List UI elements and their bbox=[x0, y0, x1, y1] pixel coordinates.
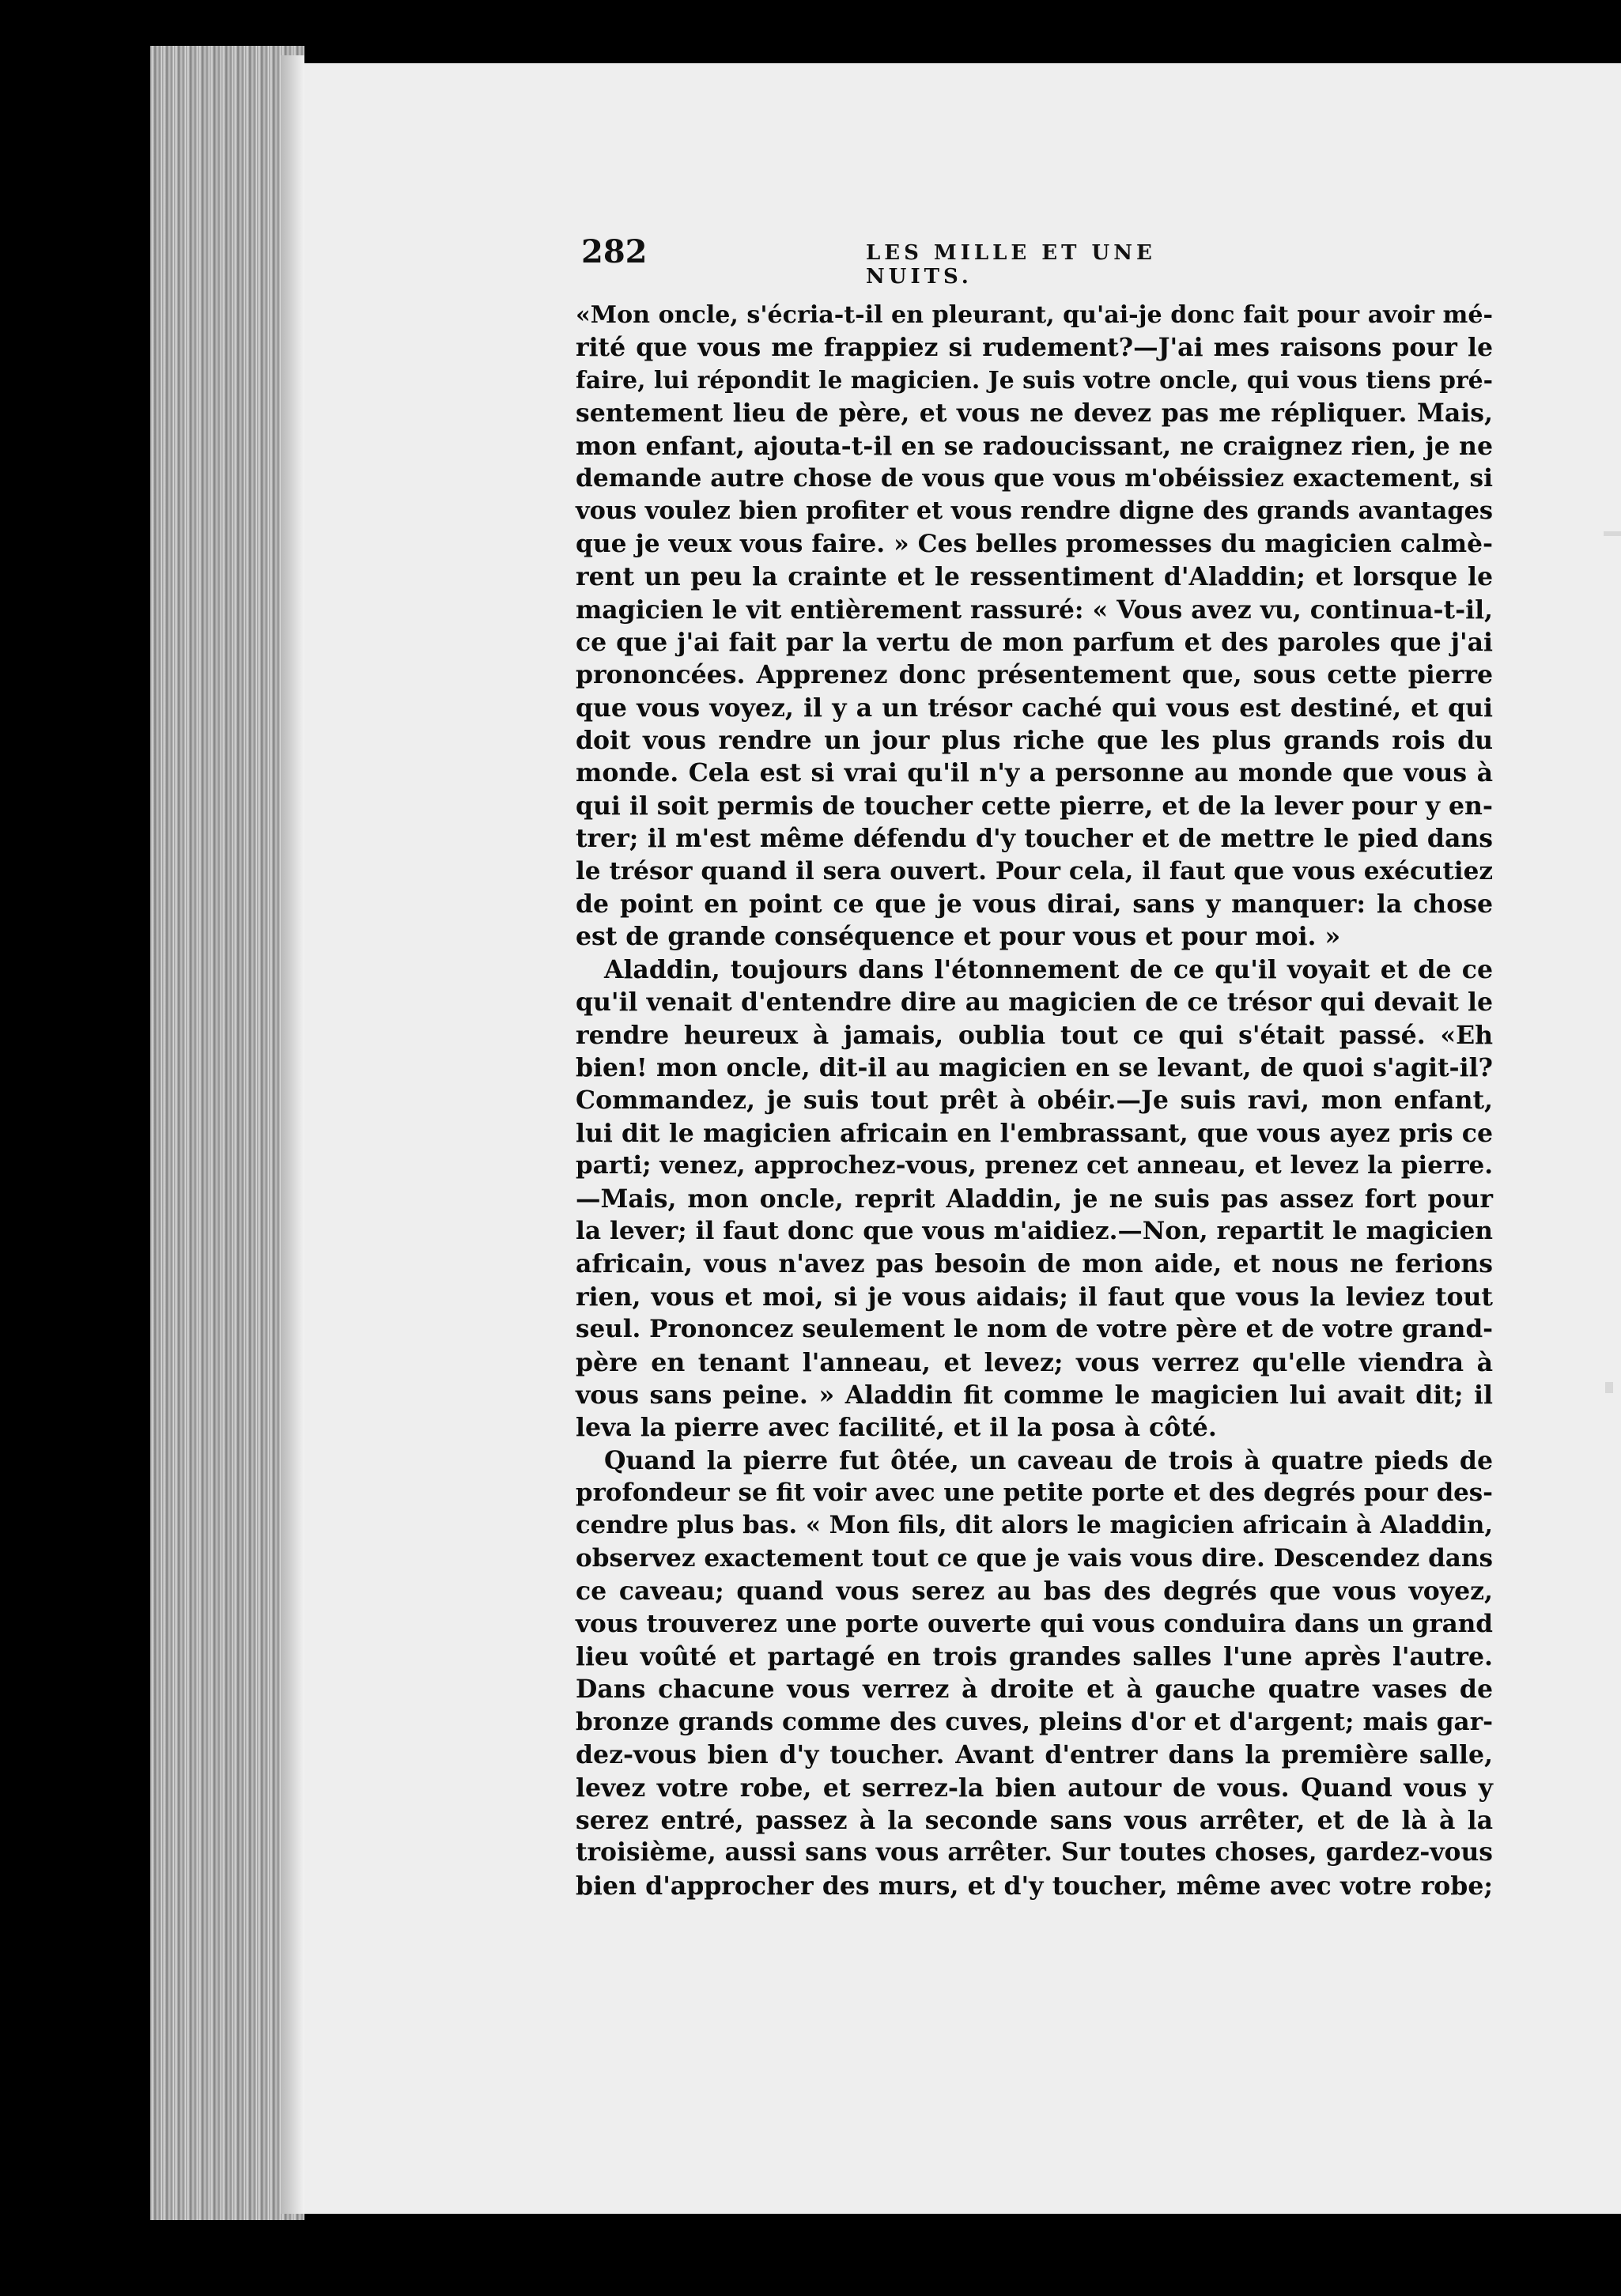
text-line: leva la pierre avec facilité, et il la posa à côté. bbox=[576, 1413, 1217, 1443]
text-line: Aladdin, toujours dans l'étonnement de ce qu'il voyait et de ce bbox=[604, 954, 1493, 984]
text-line: Dans chacune vous verrez à droite et à gauche quatre vases de bbox=[576, 1675, 1493, 1705]
text-line: dez-vous bien d'y toucher. Avant d'entrer dans la première salle, bbox=[576, 1740, 1493, 1770]
book-title: LES MILLE ET UNE NUITS. bbox=[866, 241, 1156, 289]
text-line: est de grande conséquence et pour vous et pour moi. » bbox=[576, 922, 1341, 952]
text-line: observez exactement tout ce que je vais vous dire. Descendez dans bbox=[576, 1543, 1493, 1573]
text-line: vous trouverez une porte ouverte qui vous conduira dans un grand bbox=[576, 1609, 1493, 1638]
text-line: lui dit le magicien africain en l'embrassant, que vous ayez pris ce bbox=[576, 1118, 1493, 1148]
text-line: lieu voûté et partagé en trois grandes salles l'une après l'autre. bbox=[576, 1642, 1493, 1672]
text-line: rent un peu la crainte et le ressentiment d'Aladdin; et lorsque le bbox=[576, 562, 1493, 592]
text-line: mon enfant, ajouta-t-il en se radoucissant, ne craignez rien, je ne bbox=[576, 431, 1493, 461]
text-line: qu'il venait d'entendre dire au magicien de ce trésor qui devait le bbox=[576, 988, 1493, 1018]
text-line: parti; venez, approchez-vous, prenez cet anneau, et levez la pierre. bbox=[576, 1151, 1494, 1180]
text-line: faire, lui répondit le magicien. Je suis votre oncle, qui vous tiens pré- bbox=[576, 366, 1493, 395]
text-line: seul. Prononcez seulement le nom de votre père et de votre grand- bbox=[576, 1315, 1493, 1344]
text-line: levez votre robe, et serrez-la bien autour de vous. Quand vous y bbox=[576, 1773, 1493, 1803]
text-line: sentement lieu de père, et vous ne devez pas me répliquer. Mais, bbox=[576, 398, 1493, 429]
page-number: 282 bbox=[581, 233, 648, 270]
text-line: cendre plus bas. « Mon fils, dit alors le magicien africain à Aladdin, bbox=[576, 1511, 1494, 1540]
text-line: père en tenant l'anneau, et levez; vous verrez qu'elle viendra à bbox=[576, 1347, 1493, 1377]
text-line: monde. Cela est si vrai qu'il n'y a personne au monde que vous à bbox=[576, 758, 1493, 788]
text-line: magicien le vit entièrement rassuré: « Vous avez vu, continua-t-il, bbox=[576, 595, 1493, 625]
text-line: bronze grands comme des cuves, pleins d'or et d'argent; mais gar- bbox=[576, 1707, 1493, 1736]
text-line: vous sans peine. » Aladdin fit comme le magicien lui avait dit; il bbox=[576, 1380, 1493, 1410]
text-line: prononcées. Apprenez donc présentement que, sous cette pierre bbox=[576, 660, 1493, 690]
text-line: trer; il m'est même défendu d'y toucher et de mettre le pied dans bbox=[576, 824, 1493, 854]
text-line: vous voulez bien profiter et vous rendre digne des grands avantages bbox=[576, 497, 1493, 526]
text-line: que je veux vous faire. » Ces belles promesses du magicien calmè- bbox=[576, 529, 1493, 558]
text-line: ce caveau; quand vous serez au bas des degrés que vous voyez, bbox=[576, 1577, 1493, 1607]
edge-speck bbox=[1604, 531, 1621, 536]
text-line: —Mais, mon oncle, reprit Aladdin, je ne suis pas assez fort pour bbox=[576, 1184, 1493, 1214]
text-line: rité que vous me frappiez si rudement?—J'ai mes raisons pour le bbox=[576, 333, 1493, 363]
text-line: le trésor quand il sera ouvert. Pour cela, il faut que vous exécutiez bbox=[576, 856, 1493, 886]
text-line: troisième, aussi sans vous arrêter. Sur toutes choses, gardez-vous bbox=[576, 1838, 1493, 1867]
text-line: demande autre chose de vous que vous m'obéissiez exactement, si bbox=[576, 463, 1493, 493]
edge-speck bbox=[1605, 1382, 1613, 1393]
text-line: Quand la pierre fut ôtée, un caveau de trois à quatre pieds de bbox=[604, 1445, 1493, 1475]
page-gutter bbox=[281, 55, 304, 2214]
text-line: bien d'approcher des murs, et d'y toucher, même avec votre robe; bbox=[576, 1871, 1493, 1901]
text-line: serez entré, passez à la seconde sans vous arrêter, et de là à la bbox=[576, 1805, 1493, 1835]
text-line: rendre heureux à jamais, oublia tout ce qui s'était passé. «Eh bbox=[576, 1020, 1493, 1050]
text-line: Commandez, je suis tout prêt à obéir.—Je suis ravi, mon enfant, bbox=[576, 1086, 1493, 1116]
text-line: qui il soit permis de toucher cette pierre, et de la lever pour y en- bbox=[576, 791, 1493, 821]
text-line: la lever; il faut donc que vous m'aidiez.—Non, repartit le magicien bbox=[576, 1216, 1493, 1245]
text-line: que vous voyez, il y a un trésor caché qui vous est destiné, et qui bbox=[576, 693, 1493, 723]
text-line: bien! mon oncle, dit-il au magicien en se levant, de quoi s'agit-il? bbox=[576, 1052, 1493, 1082]
text-line: ce que j'ai fait par la vertu de mon parfum et des paroles que j'ai bbox=[576, 627, 1493, 657]
text-line: «Mon oncle, s'écria-t-il en pleurant, qu'ai-je donc fait pour avoir mé- bbox=[576, 301, 1493, 329]
text-line: de point en point ce que je vous dirai, sans y manquer: la chose bbox=[576, 889, 1493, 920]
text-line: africain, vous n'avez pas besoin de mon aide, et nous ne ferions bbox=[576, 1249, 1493, 1279]
text-line: profondeur se fit voir avec une petite porte et des degrés pour des- bbox=[576, 1478, 1493, 1508]
body-text bbox=[576, 299, 1493, 1902]
text-line: doit vous rendre un jour plus riche que les plus grands rois du bbox=[576, 726, 1493, 756]
text-line: rien, vous et moi, si je vous aidais; il faut que vous la leviez tout bbox=[576, 1282, 1493, 1312]
running-head bbox=[581, 233, 1230, 289]
